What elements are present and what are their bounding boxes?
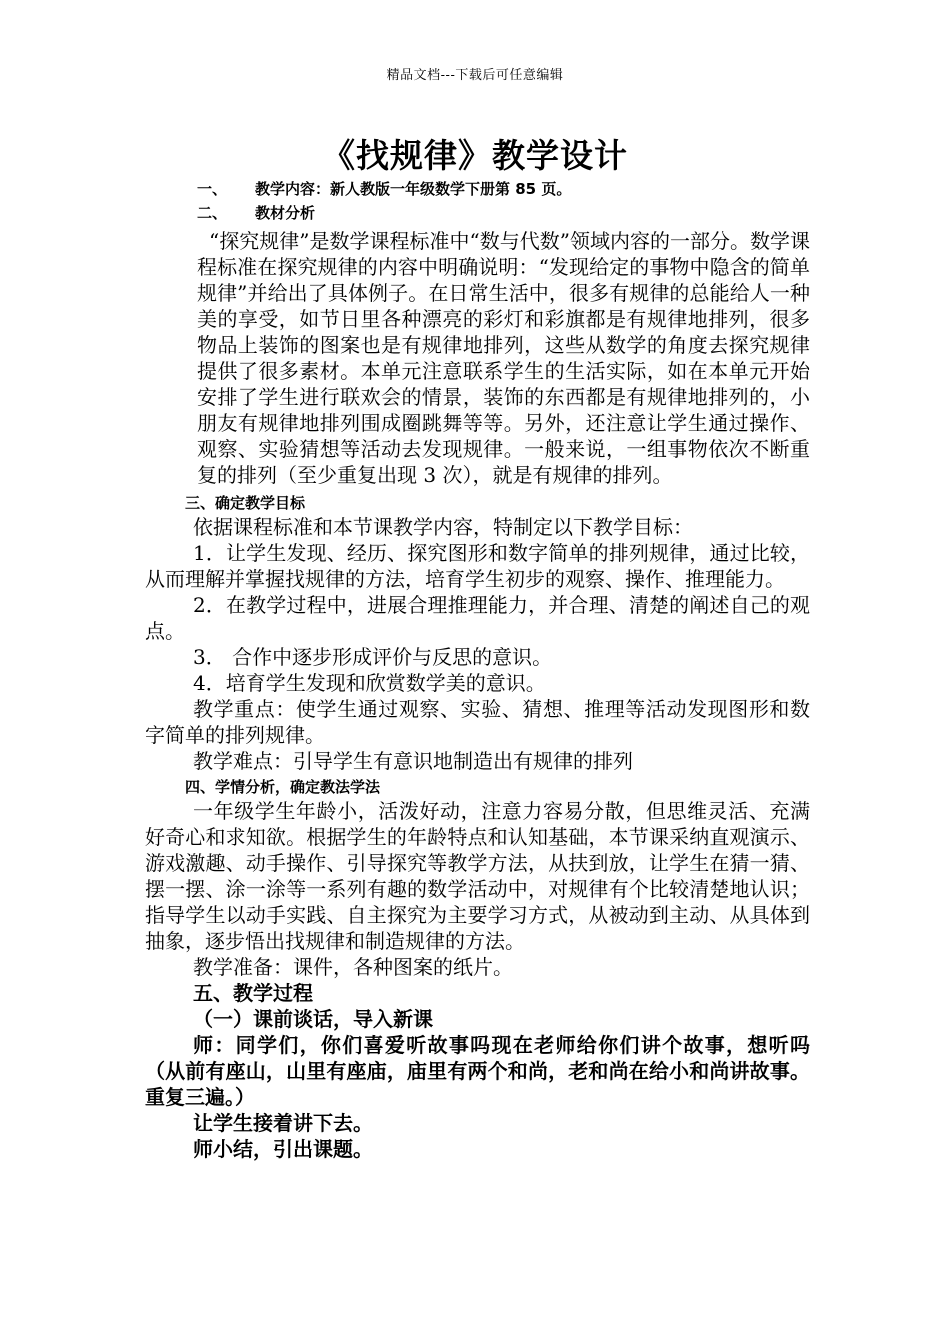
subsection-1-heading: （一）课前谈话，导入新课 xyxy=(193,1007,433,1031)
section-1-heading xyxy=(145,178,810,200)
page-header: 精品文档---下载后可任意编辑 xyxy=(386,68,564,83)
section-text: 教材分析 xyxy=(255,204,316,222)
section-5-heading: 五、教学过程 xyxy=(193,981,313,1005)
goal-item-4: 4．培育学生发现和欣赏数学美的意识。 xyxy=(193,671,546,695)
student-instruction: 让学生接着讲下去。 xyxy=(193,1111,373,1135)
learner-analysis-paragraph: 一年级学生年龄小，活泼好动，注意力容易分散，但思维灵活、充满好奇心和求知欲。根据学生的年龄特点和认知基础，本节课采纳直观演示、游戏激趣、动手操作、引导探究等教学方法，从扶到放，让学生在猜一猜、摆一摆、涂一涂等一系列有趣的数学活动中，对规律有个比较清楚地认识；指导学生以动手实践、自主探究为主要学习方式，从被动到主动、从具体到抽象，逐步悟出找规律和制造规律的方法。 xyxy=(145,799,810,953)
section-2-heading xyxy=(145,202,810,224)
key-point: 教学重点：使学生通过观察、实验、猜想、推理等活动发现图形和数字简单的排列规律。 xyxy=(145,697,810,747)
materials-analysis-paragraph: “探究规律”是数学课程标准中“数与代数”领域内容的一部分。数学课程标准在探究规律的内容中明确说明：“发现给定的事物中隐含的简单规律”并给出了具体例子。在日常生活中，很多有规律的总能给人一种美的享受，如节日里各种漂亮的彩灯和彩旗都是有规律地排列，很多物品上装饰的图案也是有规律地排列，这些从数学的角度去探究规律提供了很多素材。本单元注意联系学生的生活实际，如在本单元开始安排了学生进行联欢会的情景，装饰的东西都是有规律地排列的，小朋友有规律地排列围成圈跳舞等等。另外，还注意让学生通过操作、观察、实验猜想等活动去发现规律。一般来说，一组事物依次不断重复的排列（至少重复出现 3 次），就是有规律的排列。 xyxy=(197,229,810,487)
goal-item-2: 2．在教学过程中，进展合理推理能力，并合理、清楚的阐述自己的观点。 xyxy=(145,593,810,643)
goal-item-3: 3． 合作中逐步形成评价与反思的意识。 xyxy=(193,645,553,669)
section-4-heading: 四、学情分析，确定教法学法 xyxy=(185,778,381,796)
teacher-dialogue: 师：同学们，你们喜爱听故事吗现在老师给你们讲个故事，想听吗（从前有座山，山里有座庙，庙里有两个和尚，老和尚在给小和尚讲故事。重复三遍。） xyxy=(145,1033,810,1109)
goals-intro: 依据课程标准和本节课教学内容，特制定以下教学目标： xyxy=(193,515,693,539)
teaching-preparation: 教学准备：课件，各种图案的纸片。 xyxy=(193,955,513,979)
difficulty: 教学难点：引导学生有意识地制造出有规律的排列 xyxy=(193,749,633,773)
section-3-heading: 三、确定教学目标 xyxy=(185,494,306,512)
goal-item-1: 1．让学生发现、经历、探究图形和数字简单的排列规律，通过比较，从而理解并掌握找规律的方法，培育学生初步的观察、操作、推理能力。 xyxy=(145,541,810,591)
teacher-summary: 师小结，引出课题。 xyxy=(193,1137,373,1161)
document-title: 《找规律》教学设计 xyxy=(322,136,628,175)
section-number: 一、 xyxy=(197,180,228,198)
section-number: 二、 xyxy=(197,204,228,222)
section-text: 教学内容：新人教版一年级数学下册第 85 页。 xyxy=(255,180,572,198)
document-body xyxy=(145,178,810,1162)
